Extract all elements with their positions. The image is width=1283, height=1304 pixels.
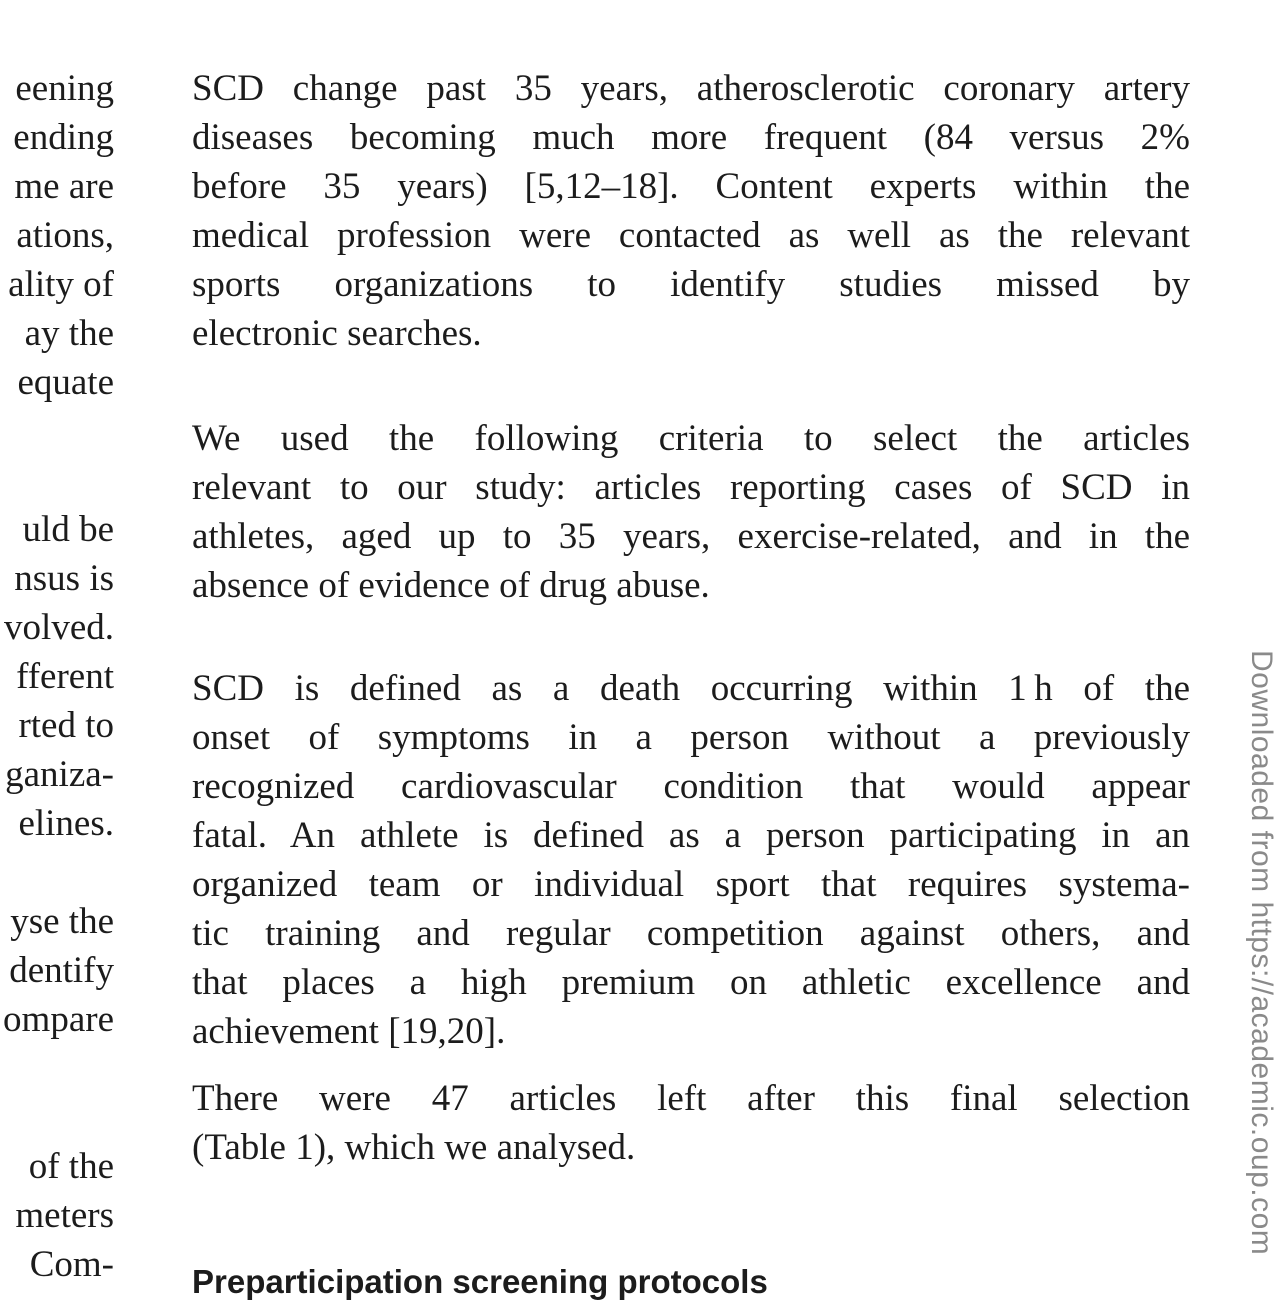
text-line: recognized cardiovascular condition that would appear — [192, 766, 1190, 807]
text-line: relevant to our study: articles reporting cases of SCD in — [192, 467, 1190, 508]
text-line: that places a high premium on athletic excellence and — [192, 962, 1190, 1003]
left-column-cropped-text — [0, 64, 116, 1304]
text-line: onset of symptoms in a person without a previously — [192, 717, 1190, 758]
left-column-line: eening — [15, 68, 114, 109]
left-column-line: volved. — [4, 607, 114, 648]
text-line: sports organizations to identify studies missed by — [192, 264, 1190, 305]
text-line: There were 47 articles left after this final selection — [192, 1078, 1190, 1119]
left-column-line: ay the — [24, 313, 114, 354]
text-line: before 35 years) [5,12–18]. Content experts within the — [192, 166, 1190, 207]
left-column-line: Com- — [29, 1244, 114, 1285]
download-watermark — [1240, 650, 1280, 1304]
text-line: medical profession were contacted as well as the relevant — [192, 215, 1190, 256]
text-line: tic training and regular competition against others, and — [192, 913, 1190, 954]
left-column-line: ganiza- — [5, 754, 114, 795]
left-column-line: ations, — [16, 215, 114, 256]
left-column-line: nsus is — [14, 558, 114, 599]
left-column-line: uld be — [22, 509, 114, 550]
left-column-line: fferent — [16, 656, 114, 697]
left-column-line: elines. — [18, 803, 114, 844]
left-column-line: equate — [17, 362, 114, 403]
left-column-line: rted to — [18, 705, 114, 746]
watermark-text: Downloaded from https://academic.oup.com — [1245, 650, 1278, 1256]
left-column-line: meters — [15, 1195, 114, 1236]
paragraph-articles-left — [192, 1074, 1190, 1172]
text-line: fatal. An athlete is defined as a person participating in an — [192, 815, 1190, 856]
section-heading: Preparticipation screening protocols — [192, 1263, 768, 1300]
text-line: athletes, aged up to 35 years, exercise-related, and in the — [192, 516, 1190, 557]
text-line: diseases becoming much more frequent (84 versus 2% — [192, 117, 1190, 158]
left-column-line: dentify — [9, 950, 114, 991]
left-column-line: yse the — [10, 901, 114, 942]
text-line: SCD is defined as a death occurring within 1 h of the — [192, 668, 1190, 709]
left-column-line: ending — [13, 117, 114, 158]
left-column-line: ompare — [3, 999, 114, 1040]
text-line: organized team or individual sport that requires systema- — [192, 864, 1190, 905]
text-line: We used the following criteria to select the articles — [192, 418, 1190, 459]
left-column-line: ality of — [8, 264, 114, 305]
left-column-line: me are — [14, 166, 114, 207]
text-line: (Table 1), which we analysed. — [192, 1127, 636, 1168]
text-line: achievement [19,20]. — [192, 1011, 506, 1052]
text-line: SCD change past 35 years, atherosclerotic coronary artery — [192, 68, 1190, 109]
text-line: absence of evidence of drug abuse. — [192, 565, 710, 606]
paragraph-scd-definition — [192, 664, 1190, 1056]
paragraph-scd-change — [192, 64, 1190, 358]
paragraph-selection-criteria — [192, 414, 1190, 610]
left-column-line: of the — [28, 1146, 114, 1187]
text-line: electronic searches. — [192, 313, 482, 354]
